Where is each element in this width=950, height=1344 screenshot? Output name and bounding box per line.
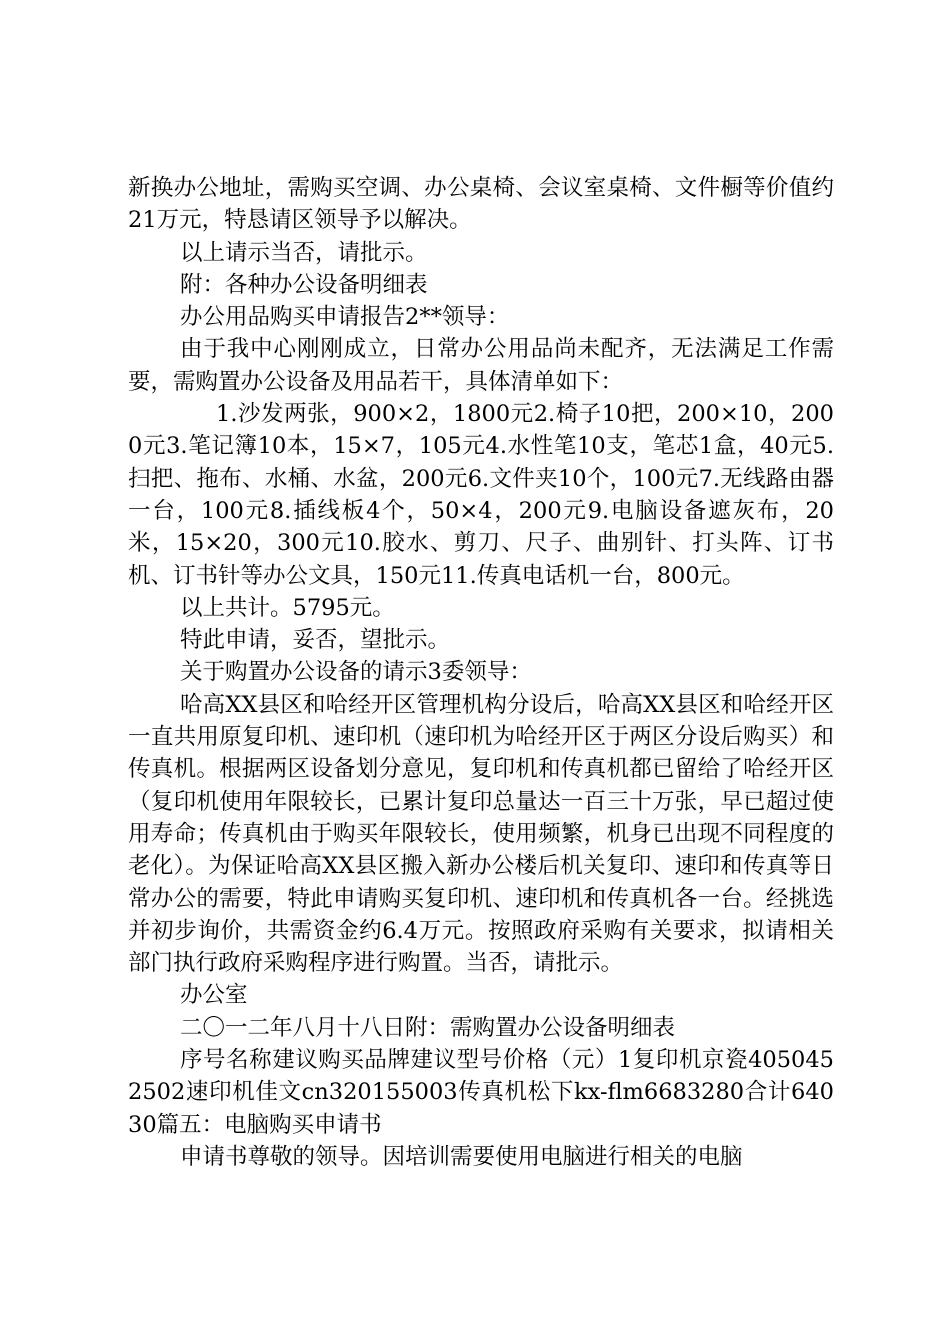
paragraph-date-attachment: 二〇一二年八月十八日附：需购置办公设备明细表 [180,1014,676,1041]
paragraph-total: 以上共计。5795元。 [180,594,395,621]
paragraph-report-2-heading: 办公用品购买申请报告2**领导： [180,304,510,331]
paragraph-signatory: 办公室 [180,982,248,1009]
paragraph-equipment-table: 序号名称建议购买品牌建议型号价格（元）1复印机京瓷4050452502速印机佳文cn320155003传真机松下kx-flm6683280合计64030篇五：电脑购买申请书 [128,1047,834,1138]
paragraph-item-list: 1.沙发两张，900×2，1800元2.椅子10把，200×10，2000元3.笔记簿10本，15×7，105元4.水性笔10支，笔芯1盒，40元5.扫把、拖布、水桶、水盆，200元6.文件夹10个，100元7.无线路由器一台，100元8.插线板4个，50×4，200元9.电脑设备遮灰布，20米，15×20，300元10.胶水、剪刀、尺子、曲别针、打头阵、订书机、订书针等办公文具，150元11.传真电话机一台，800元。 [128,401,834,589]
document-body [128,172,834,1173]
paragraph-request-continuation: 新换办公地址，需购买空调、办公桌椅、会议室桌椅、文件橱等价值约21万元，特恳请区领导予以解决。 [128,175,834,234]
paragraph-report-2-intro: 由于我中心刚刚成立，日常办公用品尚未配齐，无法满足工作需要，需购置办公设备及用品若干，具体清单如下： [128,336,834,395]
paragraph-approval-request: 以上请示当否，请批示。 [180,239,428,266]
paragraph-report-3-body: 哈高XX县区和哈经开区管理机构分设后，哈高XX县区和哈经开区一直共用原复印机、速印机（速印机为哈经开区于两区分设后购买）和传真机。根据两区设备划分意见，复印机和传真机都已留给了哈经开区（复印机使用年限较长，已累计复印总量达一百三十万张，早已超过使用寿命；传真机由于购买年限较长，使用频繁，机身已出现不同程度的老化）。为保证哈高XX县区搬入新办公楼后机关复印、速印和传真等日常办公的需要，特此申请购买复印机、速印机和传真机各一台。经挑选并初步询价，共需资金约6.4万元。按照政府采购有关要求，拟请相关部门执行政府采购程序进行购置。当否，请批示。 [128,691,834,977]
paragraph-attachment-note: 附：各种办公设备明细表 [180,271,428,298]
paragraph-computer-request: 申请书尊敬的领导。因培训需要使用电脑进行相关的电脑 [180,1143,743,1170]
paragraph-closing-request: 特此申请，妥否，望批示。 [180,627,451,654]
paragraph-report-3-heading: 关于购置办公设备的请示3委领导： [180,659,532,686]
